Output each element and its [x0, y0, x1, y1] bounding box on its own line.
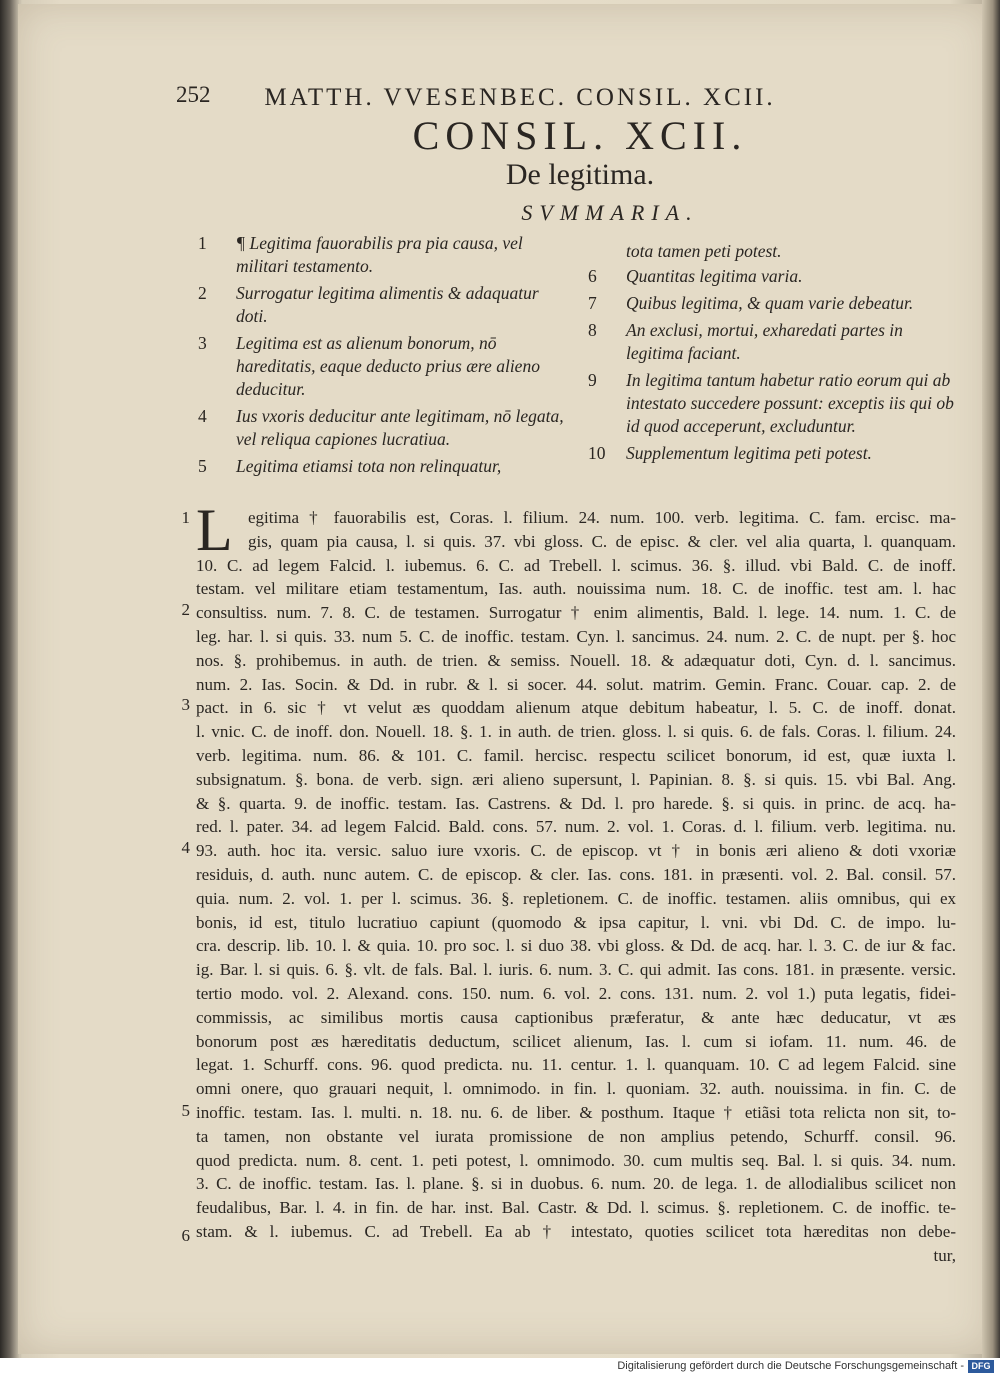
summaria-item-text: Quibus legitima, & quam varie debeatur.	[626, 293, 914, 313]
summaria-label: SVMMARIA.	[521, 200, 699, 225]
summaria-item	[198, 332, 573, 401]
summaria-item	[198, 282, 573, 328]
summaria-item-number: 1	[198, 233, 207, 253]
book-gutter-left	[0, 0, 20, 1358]
summaria-item-number: 6	[588, 266, 597, 286]
body-line: quia. num. 2. vol. 1. per l. scimus. 36. §. repletionem. C. de inoffic. testamen. aliis omnibus, qui ex	[196, 888, 956, 908]
summaria-item	[588, 442, 958, 465]
book-edge-right	[982, 0, 1000, 1358]
body-line: inoffic. testam. Ias. l. multi. n. 18. nu. 6. de liber. & posthum. Itaque † etiãsi tota relicta non sit, to-	[196, 1102, 956, 1122]
body-line: nos. §. prohibemus. in auth. de trien. & semiss. Nouell. 18. & adæquatur doti, Cyn. d. l. sancimus.	[196, 650, 956, 670]
body-line: red. l. pater. 34. ad legem Falcid. Bald. cons. 57. num. 2. vol. 1. Coras. d. l. filium. verb. legitima. nu.	[196, 817, 956, 837]
summaria-item	[198, 232, 573, 278]
summaria-item-text: ¶ Legitima fauorabilis pra pia causa, vel militari testamento.	[236, 233, 523, 276]
summaria-item	[588, 369, 958, 438]
body-line: & §. quarta. 9. de inoffic. testam. Ias. Castrens. & Dd. l. pro harede. §. si quis. in princ. de acq. ha-	[196, 793, 956, 813]
summaria-right-column	[588, 240, 958, 465]
summaria-item	[588, 292, 958, 315]
body-line: ta tamen, non obstante vel iurata promissione de non amplius petendo, Schurff. consil. 96.	[196, 1126, 956, 1146]
summaria-item-text: Quantitas legitima varia.	[626, 266, 803, 286]
summaria-item-number: 5	[198, 456, 207, 476]
summaria-item-text: Ius vxoris deducitur ante legitimam, nō legata, vel reliqua capiones lucratiua.	[236, 406, 564, 449]
body-line: subsignatum. §. bona. de verb. sign. æri alieno supersunt, l. Papinian. 8. §. si quis. 15. vbi Bal. Ang.	[196, 769, 956, 789]
body-line: residuis, d. auth. nunc autem. C. de episcop. & cler. Ias. cons. 181. in præsenti. vol. 2. Bal. consil. 57.	[196, 864, 956, 884]
summaria-item-number: 8	[588, 320, 597, 340]
summaria-item	[588, 265, 958, 288]
body-line: tur,	[933, 1245, 956, 1265]
summaria-item-text: Surrogatur legitima alimentis & adaquatur doti.	[236, 283, 539, 326]
body-line: 10. C. ad legem Falcid. l. iubemus. 6. C. ad Trebell. l. scimus. 36. §. illud. vbi Bald. C. de inoff.	[196, 555, 956, 575]
summaria-left-column	[198, 232, 573, 478]
body-line: pact. in 6. sic † vt velut æs quoddam alienum atque debitum habeatur, l. 5. C. de inoff. donat.	[196, 698, 956, 718]
summaria-item-text: Legitima est as alienum bonorum, nō hareditatis, eaque deducto prius ære alieno deducitur.	[236, 333, 540, 399]
dfg-logo: DFG	[968, 1360, 994, 1373]
body-line: stam. & l. iubemus. C. ad Trebell. Ea ab † intestato, quoties scilicet tota hæreditas non debe-	[196, 1221, 956, 1241]
summaria-item	[198, 405, 573, 451]
summaria-item	[588, 319, 958, 365]
footer-credit: Digitalisierung gefördert durch die Deutsche Forschungsgemeinschaft -	[617, 1360, 964, 1372]
margin-number: 1	[181, 508, 190, 527]
summaria-item-text: Legitima etiamsi tota non relinquatur,	[236, 456, 502, 476]
body-line: gis, quam pia causa, l. si quis. 37. vbi gloss. C. de episc. & cler. vel alia quarta, l. quanquam.	[248, 531, 956, 551]
margin-number: 4	[181, 838, 190, 857]
page-number: 252	[176, 82, 211, 107]
margin-number: 6	[181, 1226, 190, 1245]
summaria-continuation: tota tamen peti potest.	[626, 241, 782, 261]
body-line: omni onere, quo grauari nequit, l. omnimodo. in fin. l. quoniam. 32. auth. nouissima. in fin. C. de	[196, 1079, 956, 1099]
body-line: leg. har. l. si quis. 33. num 5. C. de inoffic. testam. Cyn. l. sancimus. 24. num. 2. C. de nupt. per §. hoc	[196, 626, 956, 646]
margin-number: 2	[181, 600, 190, 619]
summaria-item-number: 3	[198, 333, 207, 353]
running-head: MATTH. VVESENBEC. CONSIL. XCII.	[264, 84, 776, 111]
body-line: l. vnic. C. de inoff. don. Nouell. 18. §. 1. in auth. de trien. gloss. l. si quis. 6. de fals. Coras. l. filium. 24.	[196, 722, 956, 742]
body-line: commissis, ac similibus mortis causa captionibus præferatur, & ante hæc deducatur, vt æs	[196, 1007, 956, 1027]
body-line: testam. vel militare etiam testamentum, Ias. auth. nouissima num. 18. C. de inoffic. test am. l. hac	[196, 579, 956, 599]
summaria-item-text: Supplementum legitima peti potest.	[626, 443, 872, 463]
body-line: bonorum post æs hæreditatis deductum, scilicet alienum, Ias. l. cum si iofam. 11. num. 46. de	[196, 1031, 956, 1051]
body-line: 3. C. de inoffic. testam. Ias. l. plane. §. si in duobus. 6. num. 20. de lega. 1. de allodialibus scilicet non	[196, 1174, 956, 1194]
body-line: feudalibus, Bar. l. 4. in fin. de har. inst. Bal. Castr. & Dd. l. scimus. §. repletionem. C. de inoffic. te-	[196, 1198, 956, 1218]
summaria-item-number: 2	[198, 283, 207, 303]
margin-number: 3	[181, 695, 190, 714]
body-line: verb. legitima. num. 86. & 101. C. famil. hercisc. respectu scilicet bonorum, id est, quæ iuxta l.	[196, 745, 956, 765]
drop-cap: L	[196, 497, 233, 563]
summaria-item-text: In legitima tantum habetur ratio eorum qui ab intestato succedere possunt: exceptis iis qui ob id quod acceperunt, excluduntur.	[626, 370, 954, 436]
summaria-item	[198, 455, 573, 478]
digitization-footer	[0, 1358, 1000, 1376]
body-line: quod predicta. num. 8. cent. 1. peti potest, l. omnimodo. 30. cum multis seq. Bal. l. si quis. 34. num.	[196, 1150, 956, 1170]
summaria-item-number: 7	[588, 293, 597, 313]
summaria-item-number: 10	[588, 443, 606, 463]
margin-number: 5	[181, 1101, 190, 1120]
body-text	[196, 506, 956, 1268]
body-line: 93. auth. hoc ita. versic. saluo iure vxoris. C. de episcop. vt † in bonis æri alieno & doti vxoriæ	[196, 841, 956, 861]
body-line: cra. descrip. lib. 10. l. & quia. 10. pro soc. l. si duo 38. vbi gloss. & Dd. de acq. har. l. 3. C. de iur & fac.	[196, 936, 956, 956]
body-line: ig. Bar. l. si quis. 6. §. vlt. de fals. Bal. l. iuris. 6. num. 3. C. qui admit. Ias cons. 181. in præsente. versic.	[196, 960, 956, 980]
body-line: bonis, id est, titulo lucratiuo capiunt (quomodo & ipsa capitur, l. vni. vbi Dd. C. de impo. lu-	[196, 912, 956, 932]
subject-heading: De legitima.	[505, 158, 655, 191]
body-line: consultiss. num. 7. 8. C. de testamen. Surrogatur † enim alimentis, Bald. l. lege. 14. num. 1. C. de	[196, 603, 956, 623]
body-line: tertio modo. vol. 2. Alexand. cons. 150. num. 6. vol. 2. cons. 131. num. 2. vol 1.) puta legatis, fidei-	[196, 983, 956, 1003]
summaria-item-number: 4	[198, 406, 207, 426]
consil-title: CONSIL. XCII.	[412, 113, 748, 158]
summaria-item-text: An exclusi, mortui, exharedati partes in legitima faciant.	[626, 320, 903, 363]
body-line: legat. 1. Schurff. cons. 96. quod predicta. nu. 11. centur. 1. l. quanquam. 10. C ad legem Falcid. sine	[196, 1055, 956, 1075]
body-line: num. 2. Ias. Socin. & Dd. in rubr. & l. si socer. 44. solut. matrim. Gemin. Franc. Couar. cap. 2. de	[196, 674, 956, 694]
body-line: egitima † fauorabilis est, Coras. l. filium. 24. num. 100. verb. legitima. C. fam. ercisc. ma-	[248, 508, 956, 527]
summaria-item-number: 9	[588, 370, 597, 390]
